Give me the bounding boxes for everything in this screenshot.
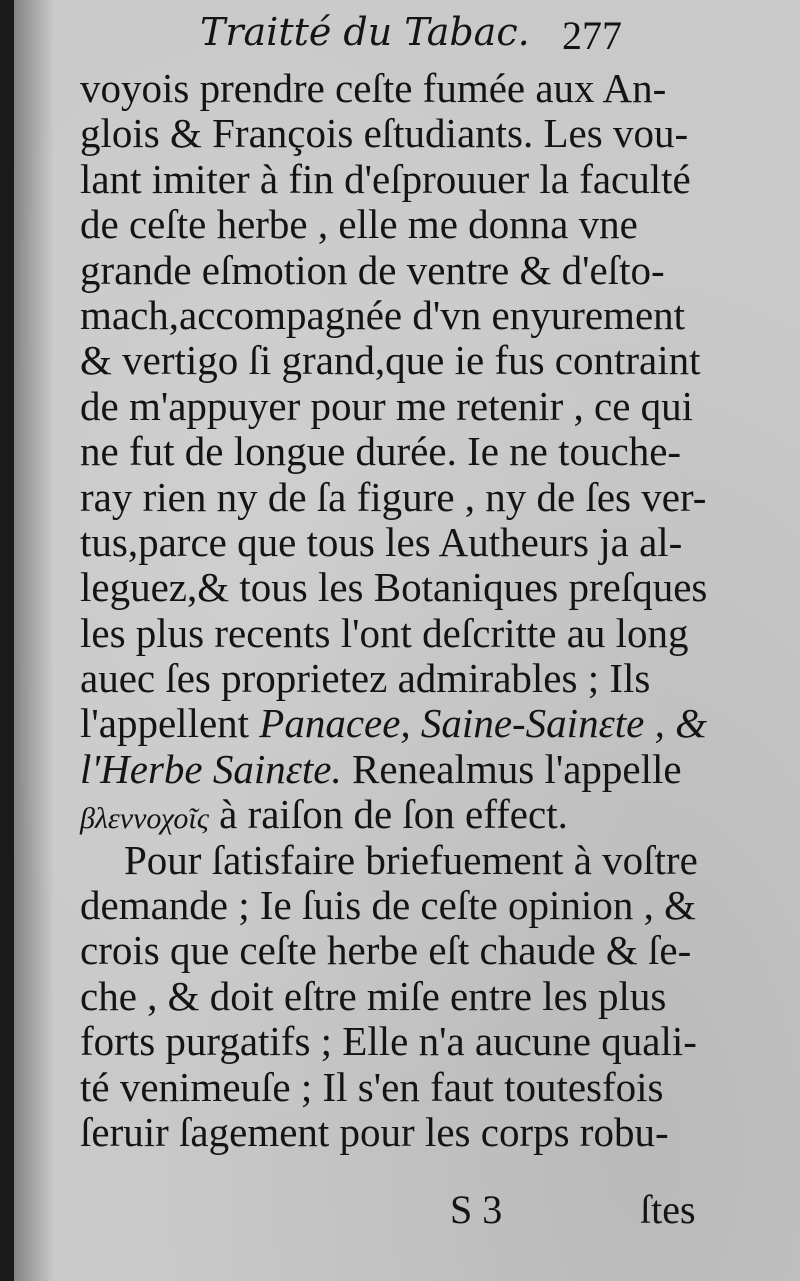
text-line: té venimeuſe ; Il s'en faut toutesfois	[80, 1063, 664, 1110]
text-line: ray rien ny de ſa figure , ny de ſes ver-	[80, 473, 707, 520]
text-line: glois & François eſtudiants. Les vou-	[80, 110, 689, 157]
running-title: Traitté du Tabac.	[200, 10, 530, 54]
text-run: à raiſon de ſon effect.	[208, 791, 568, 838]
italic-run: Panacee, Saine-Sainɛte , &	[259, 700, 707, 747]
text-line: les plus recents l'ont deſcritte au long	[80, 609, 689, 656]
gutter-shadow	[14, 0, 54, 1281]
signature-mark: S 3	[450, 1187, 503, 1232]
text-line: de m'appuyer pour me retenir , ce qui	[80, 382, 694, 429]
text-line	[80, 747, 780, 792]
text-line: voyois prendre ceſte fumée aux An-	[80, 65, 667, 111]
text-line: lant imiter à fin d'eſprouuer la faculté	[80, 155, 691, 202]
text-line: crois que ceſte herbe eſt chaude & ſe-	[80, 927, 692, 974]
text-line: tus,parce que tous les Autheurs ja al-	[80, 518, 683, 565]
text-line	[80, 701, 780, 746]
page-number: 277	[562, 13, 622, 58]
text-line: che , & doit eſtre miſe entre les plus	[80, 972, 667, 1019]
text-run: Renealmus l'appelle	[341, 745, 682, 792]
book-page	[14, 0, 800, 1281]
text-line: auec ſes proprietez admirables ; Ils	[80, 655, 651, 702]
text-line: & vertigo ſi grand,que ie fus contraint	[80, 337, 701, 384]
text-line: ne fut de longue durée. Ie ne touche-	[80, 428, 682, 475]
body-text	[80, 66, 780, 1155]
greek-word: βλεννοχοῖς	[80, 802, 209, 836]
page-header	[14, 10, 800, 70]
text-line	[80, 792, 780, 837]
italic-run: l'Herbe Sainɛte.	[80, 745, 342, 792]
catchword: ſtes	[640, 1187, 696, 1232]
text-line: demande ; Ie ſuis de ceſte opinion , &	[80, 882, 696, 929]
text-line: de ceſte herbe , elle me donna vne	[80, 201, 638, 248]
text-line: Pour ſatisfaire briefuement à voſtre	[124, 836, 698, 883]
text-line: ſeruir ſagement pour les corps robu-	[80, 1108, 669, 1155]
text-line: forts purgatifs ; Elle n'a aucune quali-	[80, 1018, 697, 1065]
page-footer	[14, 1186, 800, 1236]
text-line: grande eſmotion de ventre & d'eſto-	[80, 246, 665, 293]
text-run: l'appellent	[80, 700, 260, 747]
text-line: mach,accompagnée d'vn enyurement	[80, 291, 686, 338]
text-line: leguez,& tous les Botaniques preſques	[80, 564, 708, 611]
